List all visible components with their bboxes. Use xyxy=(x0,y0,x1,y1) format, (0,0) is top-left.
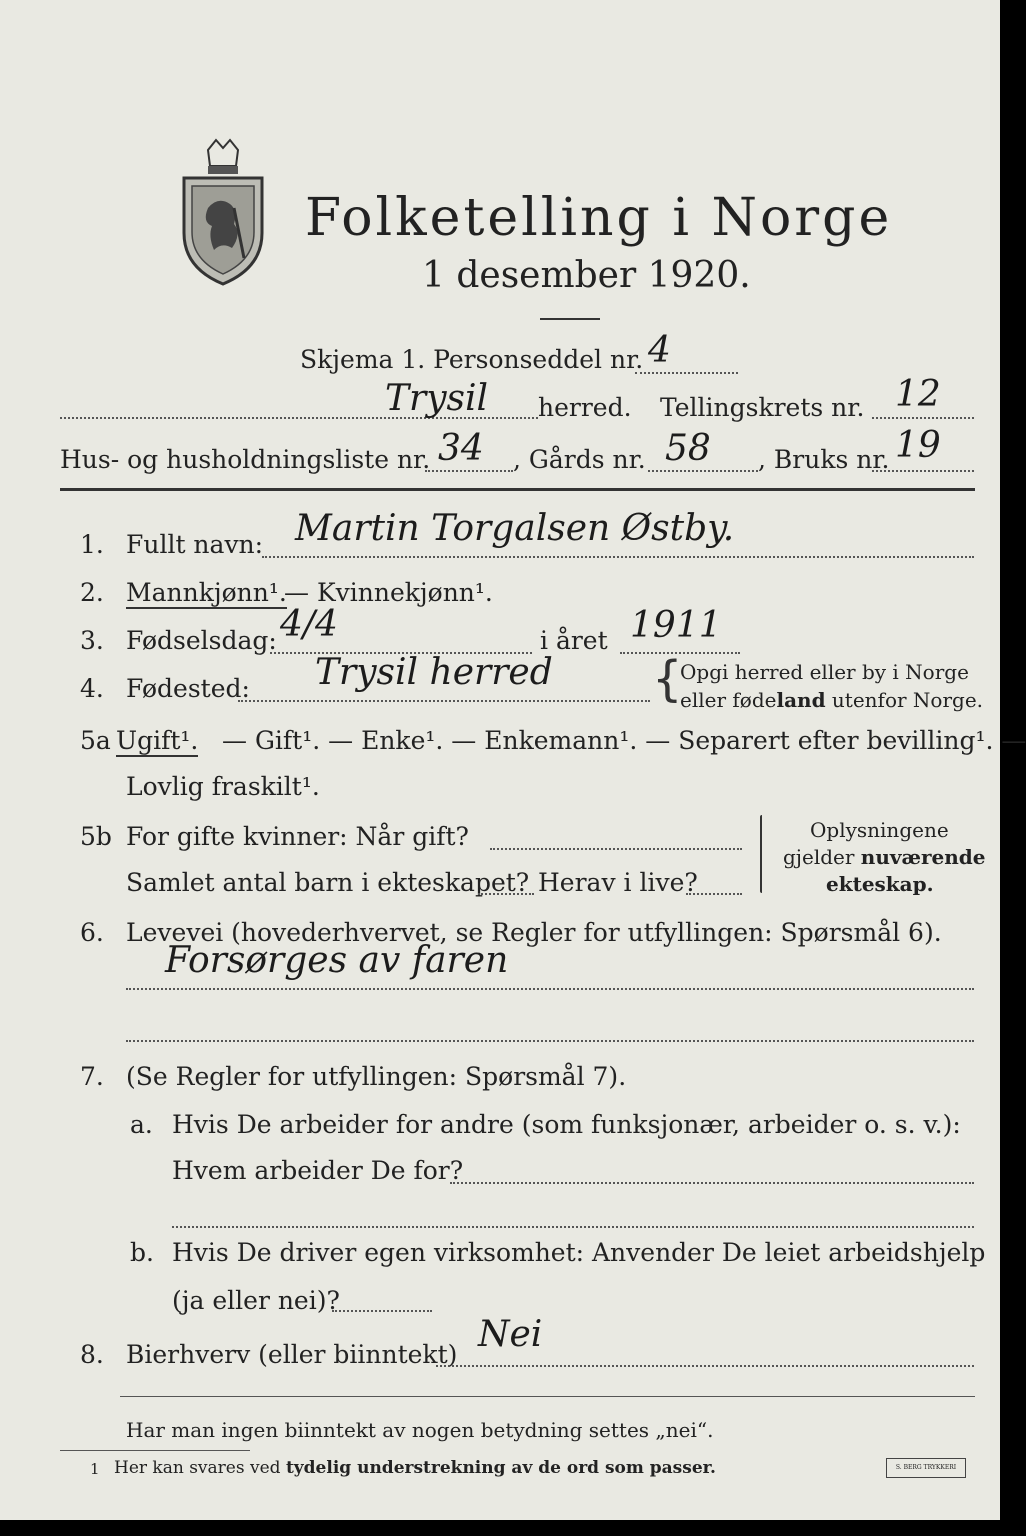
q5b-number: 5b xyxy=(80,822,112,851)
herred-label: herred. xyxy=(538,393,632,422)
q7a-line2 xyxy=(172,1226,974,1228)
q8-line xyxy=(436,1365,974,1367)
q2-number: 2. xyxy=(80,578,104,607)
q5b-alive-label: Herav i live? xyxy=(538,868,698,897)
bruks-value: 19 xyxy=(895,425,941,466)
q4-note-brace: { xyxy=(652,651,683,707)
q1-number: 1. xyxy=(80,530,104,559)
skjema-nr-value: 4 xyxy=(648,330,671,371)
q7a-line1 xyxy=(450,1182,974,1184)
q3-value: 4/4 xyxy=(280,604,338,645)
q3-year-label: i året xyxy=(540,626,608,655)
q1-value: Martin Torgalsen Østby. xyxy=(295,508,735,549)
q4-line xyxy=(238,700,650,702)
q7-label: (Se Regler for utfyllingen: Spørsmål 7). xyxy=(126,1062,627,1091)
q4-note-line1: Opgi herred eller by i Norge xyxy=(680,660,969,684)
q6-line1 xyxy=(126,988,974,990)
q5b-children-line xyxy=(478,893,534,895)
printer-stamp: S. BERG TRYKKERI xyxy=(886,1458,966,1478)
q4-number: 4. xyxy=(80,674,104,703)
skjema-label: Skjema 1. Personseddel nr. xyxy=(300,345,644,374)
coat-of-arms-icon xyxy=(178,138,268,288)
q4-label: Fødested: xyxy=(126,674,250,703)
q5a-number: 5a xyxy=(80,726,111,755)
header-divider xyxy=(60,488,975,491)
q5b-note-line2: gjelder nuværende xyxy=(783,845,986,869)
q6-number: 6. xyxy=(80,918,104,947)
q7b-label: Hvis De driver egen virksomhet: Anvender De leiet arbeidshjelp xyxy=(172,1238,986,1267)
q2-male-option: Mannkjønn¹. xyxy=(126,578,287,607)
census-date: 1 desember 1920. xyxy=(422,255,751,296)
q4-value: Trysil herred xyxy=(315,652,553,693)
q3-label: Fødselsdag: xyxy=(126,626,277,655)
q5b-note-line1: Oplysningene xyxy=(810,818,949,842)
q5a-divorced-option: Lovlig fraskilt¹. xyxy=(126,772,320,801)
q7b-number: b. xyxy=(130,1238,154,1267)
q5b-when-married-line xyxy=(490,848,742,850)
q6-value: Forsørges av faren xyxy=(165,940,509,981)
footer-note: Har man ingen biinntekt av nogen betydning settes „nei“. xyxy=(126,1418,714,1442)
q7-number: 7. xyxy=(80,1062,104,1091)
tellingskrets-label: Tellingskrets nr. xyxy=(660,393,865,422)
q7a-number: a. xyxy=(130,1110,153,1139)
husholdningsliste-line xyxy=(425,470,513,472)
title-divider xyxy=(540,318,600,320)
q3-number: 3. xyxy=(80,626,104,655)
footnote-divider xyxy=(60,1450,250,1451)
q1-line xyxy=(262,556,974,558)
tellingskrets-line xyxy=(872,417,974,419)
bruks-label: , Bruks nr. xyxy=(758,445,890,474)
q6-line2 xyxy=(126,1040,974,1042)
q4-note-line2: eller fødeland utenfor Norge. xyxy=(680,688,984,712)
q7b-question: (ja eller nei)? xyxy=(172,1286,340,1315)
q8-number: 8. xyxy=(80,1340,104,1369)
q5b-note-bracket xyxy=(760,815,764,893)
footnote-number: 1 xyxy=(90,1460,100,1478)
gards-value: 58 xyxy=(665,428,711,469)
q8-label: Bierhverv (eller biinntekt) xyxy=(126,1340,458,1369)
q5b-note-line3: ekteskap. xyxy=(826,872,934,896)
q2-female-option: — Kvinnekjønn¹. xyxy=(284,578,493,607)
footer-divider xyxy=(120,1396,975,1397)
q5b-when-married-label: For gifte kvinner: Når gift? xyxy=(126,822,469,851)
bruks-line xyxy=(872,470,974,472)
q1-label: Fullt navn: xyxy=(126,530,264,559)
herred-value: Trysil xyxy=(385,378,489,419)
q7b-line xyxy=(332,1310,432,1312)
q7a-question: Hvem arbeider De for? xyxy=(172,1156,464,1185)
q5a-other-options: — Gift¹. — Enke¹. — Enkemann¹. — Separert efter bevilling¹. — xyxy=(222,726,1026,755)
footnote-text: Her kan svares ved tydelig understrekning av de ord som passer. xyxy=(114,1458,716,1478)
q5a-unmarried-option: Ugift¹. xyxy=(116,726,199,755)
husholdningsliste-value: 34 xyxy=(438,428,484,469)
q5b-children-label: Samlet antal barn i ekteskapet? xyxy=(126,868,530,897)
gards-label: , Gårds nr. xyxy=(513,445,646,474)
form-title: Folketelling i Norge xyxy=(305,188,893,248)
skjema-nr-line xyxy=(635,372,738,374)
q6-label: Levevei (hovederhvervet, se Regler for utfyllingen: Spørsmål 6). xyxy=(126,918,942,947)
husholdningsliste-label: Hus- og husholdningsliste nr. xyxy=(60,445,431,474)
q5b-alive-line xyxy=(686,893,742,895)
tellingskrets-value: 12 xyxy=(895,374,941,415)
q7a-label: Hvis De arbeider for andre (som funksjonær, arbeider o. s. v.): xyxy=(172,1110,961,1139)
q3-year-value: 1911 xyxy=(630,605,722,646)
q8-value: Nei xyxy=(478,1314,543,1355)
gards-line xyxy=(648,470,758,472)
